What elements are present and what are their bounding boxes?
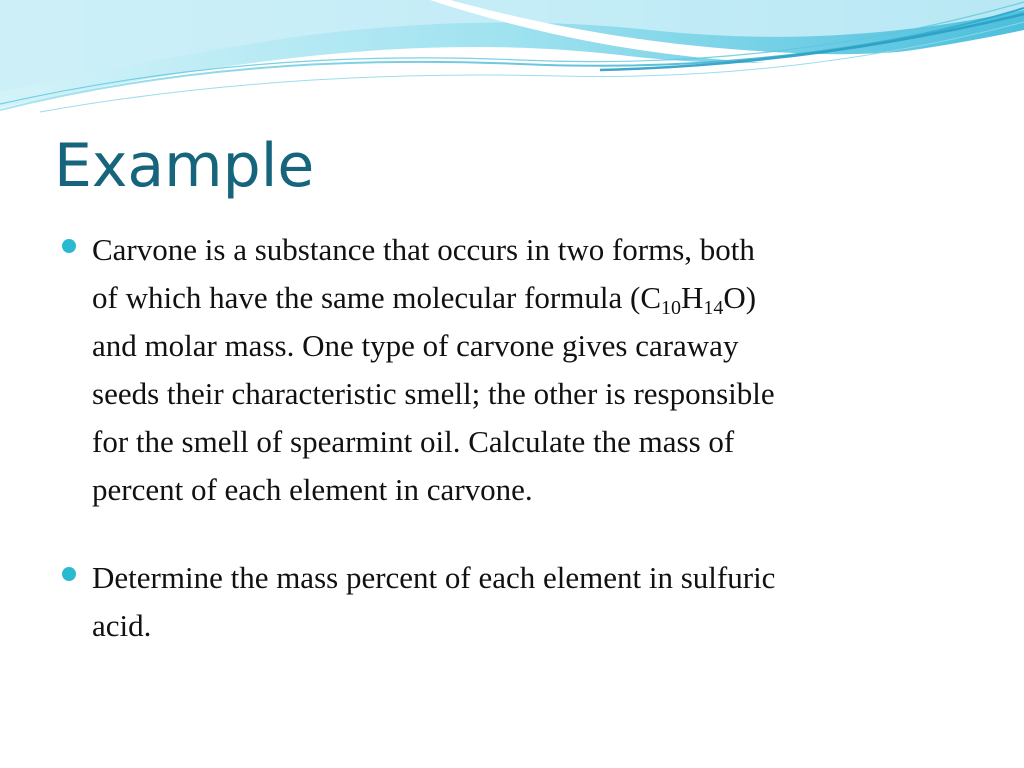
bullet-line: acid. xyxy=(92,608,152,643)
formula-element-h: H xyxy=(681,280,704,315)
bullet-line: and molar mass. One type of carvone gives caraway xyxy=(92,328,739,363)
bullet-line: percent of each element in carvone. xyxy=(92,472,533,507)
slide-title: Example xyxy=(54,131,315,201)
bullet-dot-icon xyxy=(62,567,76,581)
formula-subscript-h: 14 xyxy=(703,297,724,319)
bullet-line: Determine the mass percent of each element in sulfuric xyxy=(92,560,776,595)
bullet-line: Carvone is a substance that occurs in two forms, both xyxy=(92,232,755,267)
formula-subscript-c: 10 xyxy=(661,297,681,319)
bullet-dot-icon xyxy=(62,239,76,253)
formula-suffix: O) xyxy=(723,280,757,315)
bullet-item-carvone xyxy=(62,226,962,514)
formula-prefix: of which have the same molecular formula (C xyxy=(92,280,661,315)
bullet-line-formula xyxy=(92,274,962,322)
bullet-list xyxy=(62,226,962,650)
bullet-item-sulfuric-acid xyxy=(62,554,962,650)
decorative-wave-header xyxy=(0,0,1024,120)
bullet-line: seeds their characteristic smell; the other is responsible xyxy=(92,376,775,411)
bullet-line: for the smell of spearmint oil. Calculate the mass of xyxy=(92,424,735,459)
